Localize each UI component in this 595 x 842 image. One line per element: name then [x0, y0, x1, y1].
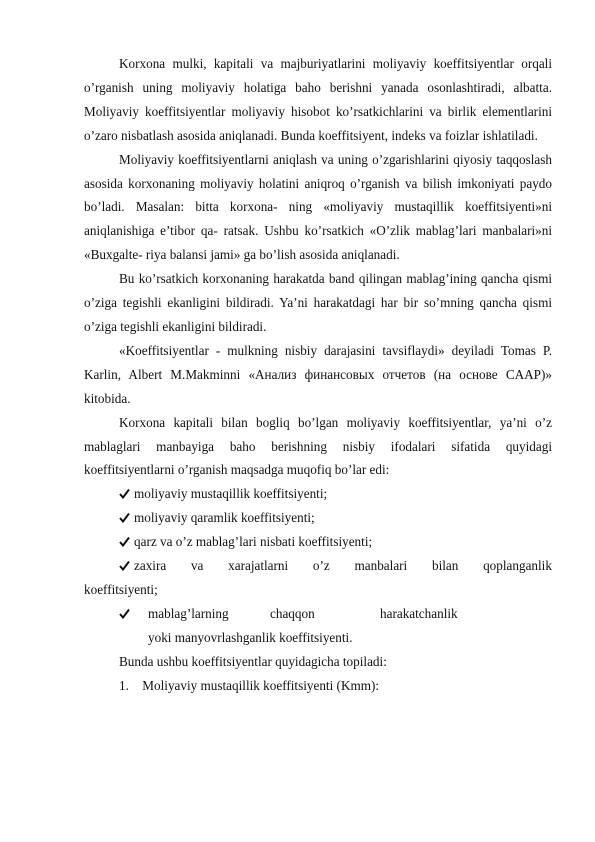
list-item-tail: koeffitsiyenti;: [84, 581, 158, 597]
document-page: [84, 52, 552, 697]
list-item-text: moliyaviy mustaqillik koeffitsiyenti;: [134, 486, 328, 502]
list-item-text: qarz va o’z mablag’lari nisbati koeffitsiyenti;: [134, 534, 373, 550]
checkmark-icon: [119, 536, 130, 547]
list-item-tail: yoki manyovrlashganlik koeffitsiyenti.: [148, 629, 353, 645]
word: mablag’larning: [148, 605, 229, 621]
paragraph-2: Moliyaviy koeffitsiyentlarni aniqlash va uning o’zgarishlarini qiyosiy taqqoslash asosida korxonaning moliyaviy holatini aniqroq o’rganish va bilish imkoniyati paydo bo’ladi. Masalan: bitta korxona- ning «moliyaviy mustaqillik koeffitsiyenti»ni aniqlanishiga e’tibor qa- ratsak. Ushbu ko’rsatkich «O’zlik mablag’lari manbalari»ni «Buxgalte- riya balansi jami» ga bo’lish asosida aniqlanadi.: [84, 151, 552, 263]
word: xarajatlarni: [228, 558, 289, 574]
list-item-first-line: [84, 554, 552, 578]
numbered-list: [84, 674, 552, 698]
paragraph-6: Bunda ushbu koeffitsiyentlar quyidagicha topiladi:: [119, 653, 387, 669]
checklist: [84, 482, 552, 649]
checkmark-icon: [119, 560, 130, 571]
checkmark-icon: [119, 488, 130, 499]
word: va: [190, 558, 204, 574]
word: manbalari: [354, 558, 408, 574]
paragraph-1: Korxona mulki, kapitali va majburiyatlarini moliyaviy koeffitsiyentlar orqali o’rganish uning moliyaviy holatiga baho berishni yanada osonlashtiradi, albatta. Moliyaviy koeffitsiyentlar moliyaviy hisobot ko’rsatkichlarini va birlik elementlarini o’zaro nisbatlash asosida aniqlanadi. Bunda koeffitsiyent, indeks va foizlar ishlatiladi.: [84, 56, 552, 143]
paragraph-5: Korxona kapitali bilan bogliq bo’lgan moliyaviy koeffitsiyentlar, ya’ni o’z mablaglari manbayiga baho berishning nisbiy ifodalari sifatida quyidagi koeffitsiyentlarni o’rganish maqsadga muqofiq bo’lar edi:: [84, 414, 552, 478]
list-item-first-line: [84, 602, 552, 626]
paragraph-4: «Koeffitsiyentlar - mulkning nisbiy darajasini tavsiflaydi» deyiladi Tomas P. Karlin, Albert M.Makminni «Анализ финансовых отчетов (на основе CAAP)» kitobida.: [84, 342, 552, 406]
word: zaxira: [134, 558, 167, 574]
list-item: [84, 482, 552, 506]
list-item: [84, 602, 552, 650]
checkmark-icon: [119, 512, 130, 523]
checkmark-icon: [119, 608, 130, 619]
word: harakatchanlik: [380, 605, 458, 621]
word: chaqqon: [270, 605, 315, 621]
list-item-text: moliyaviy qaramlik koeffitsiyenti;: [134, 510, 315, 526]
list-item: [84, 530, 552, 554]
item-text: Moliyaviy mustaqillik koeffitsiyenti (Kmm):: [142, 677, 380, 693]
numbered-item: [119, 674, 552, 698]
list-item: [84, 506, 552, 530]
word: qoplanganlik: [483, 558, 552, 574]
item-number: 1.: [119, 677, 129, 693]
word: bilan: [431, 558, 459, 574]
paragraph-3: Bu ko’rsatkich korxonaning harakatda band qilingan mablag’ining qancha qismi o’ziga tegishli ekanligini bildiradi. Ya’ni harakatdagi har bir so’mning qancha qismi o’ziga tegishli ekanligini bildiradi.: [84, 271, 552, 334]
list-item: [84, 554, 552, 602]
word: o’z: [312, 558, 330, 574]
